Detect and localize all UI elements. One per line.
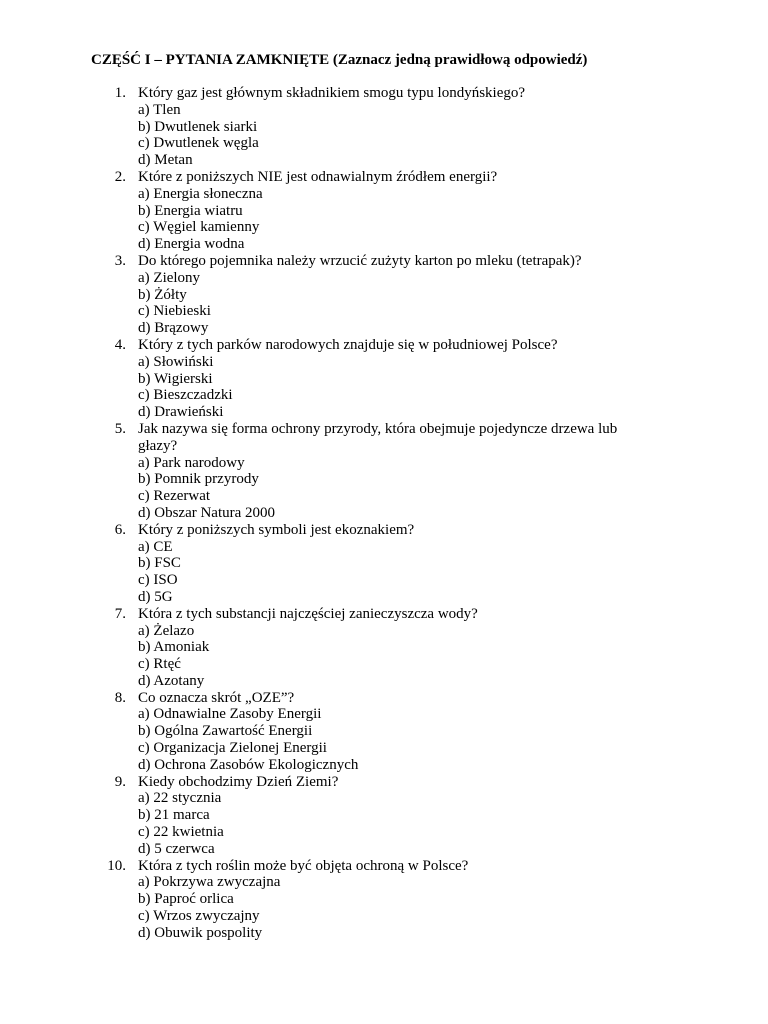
question-text: Który z poniższych symboli jest ekoznakiem? (138, 521, 415, 538)
answer-option: a) Odnawialne Zasoby Energii (138, 706, 322, 723)
answer-option: d) Energia wodna (138, 236, 245, 253)
answer-list (138, 790, 768, 857)
answer-option: c) Rtęć (138, 656, 181, 673)
answer-list (138, 706, 768, 773)
answer-list (138, 455, 768, 522)
question-item (0, 858, 768, 942)
answer-option: b) FSC (138, 555, 181, 572)
answer-option: a) Energia słoneczna (138, 185, 263, 202)
question-item (0, 421, 768, 522)
answer-option: a) Zielony (138, 269, 201, 286)
question-text: Która z tych roślin może być objęta ochroną w Polsce? (138, 857, 469, 874)
question-text: Kiedy obchodzimy Dzień Ziemi? (138, 773, 339, 790)
answer-option: a) Pokrzywa zwyczajna (138, 874, 281, 891)
answer-option: b) Pomnik przyrody (138, 471, 259, 488)
answer-option: d) Obszar Natura 2000 (138, 504, 276, 521)
question-item (0, 337, 768, 421)
answer-option: b) Ogólna Zawartość Energii (138, 723, 313, 740)
answer-option: b) Amoniak (138, 639, 210, 656)
question-number: 9. (114, 773, 126, 790)
question-text: Które z poniższych NIE jest odnawialnym źródłem energii? (138, 168, 498, 185)
question-number: 8. (114, 689, 126, 706)
question-number: 10. (107, 857, 126, 874)
answer-option: c) Niebieski (138, 303, 211, 320)
answer-option: a) Słowiński (138, 353, 214, 370)
answer-option: d) Ochrona Zasobów Ekologicznych (138, 756, 359, 773)
answer-option: a) Tlen (138, 101, 181, 118)
question-number: 2. (114, 168, 126, 185)
answer-option: c) Węgiel kamienny (138, 219, 260, 236)
question-number: 1. (114, 85, 126, 101)
answer-option: b) Paproć orlica (138, 891, 234, 908)
answer-option: b) Wigierski (138, 370, 213, 387)
answer-option: c) Bieszczadzki (138, 387, 233, 404)
section-heading: CZĘŚĆ I – PYTANIA ZAMKNIĘTE (Zaznacz jedną prawidłową odpowiedź) (91, 52, 588, 68)
question-text: Który z tych parków narodowych znajduje się w południowej Polsce? (138, 336, 558, 353)
answer-option: b) Dwutlenek siarki (138, 118, 258, 135)
answer-option: c) Wrzos zwyczajny (138, 908, 260, 925)
question-text: Jak nazywa się forma ochrony przyrody, która obejmuje pojedyncze drzewa lub głazy? (138, 420, 618, 454)
answer-list (138, 102, 768, 169)
question-item (0, 606, 768, 690)
answer-list (138, 186, 768, 253)
question-number: 6. (114, 521, 126, 538)
answer-option: c) 22 kwietnia (138, 824, 224, 841)
answer-option: d) Metan (138, 152, 193, 169)
question-item (0, 85, 768, 169)
question-item (0, 774, 768, 858)
question-text: Która z tych substancji najczęściej zanieczyszcza wody? (138, 605, 478, 622)
answer-option: b) Żółty (138, 286, 187, 303)
answer-option: c) Dwutlenek węgla (138, 135, 259, 152)
answer-list (138, 539, 768, 606)
answer-option: d) Drawieński (138, 404, 224, 421)
answer-option: d) Obuwik pospolity (138, 924, 263, 941)
question-item (0, 253, 768, 337)
question-text: Co oznacza skrót „OZE”? (138, 689, 295, 706)
answer-list (138, 623, 768, 690)
answer-option: d) 5G (138, 588, 173, 605)
answer-option: b) Energia wiatru (138, 202, 243, 219)
answer-option: c) Organizacja Zielonej Energii (138, 740, 327, 757)
answer-option: a) 22 stycznia (138, 790, 222, 807)
answer-list (138, 354, 768, 421)
answer-option: d) Azotany (138, 672, 205, 689)
question-list (0, 85, 768, 942)
answer-option: a) Żelazo (138, 622, 195, 639)
question-text: Do którego pojemnika należy wrzucić zużyty karton po mleku (tetrapak)? (138, 252, 582, 269)
question-text: Który gaz jest głównym składnikiem smogu typu londyńskiego? (138, 85, 526, 101)
question-number: 7. (114, 605, 126, 622)
answer-list (138, 270, 768, 337)
answer-option: d) Brązowy (138, 320, 209, 337)
question-item (0, 690, 768, 774)
answer-option: a) Park narodowy (138, 454, 245, 471)
answer-option: b) 21 marca (138, 807, 210, 824)
answer-option: c) ISO (138, 572, 178, 589)
answer-list (138, 874, 768, 941)
question-item (0, 522, 768, 606)
answer-option: a) CE (138, 538, 173, 555)
question-number: 5. (114, 420, 126, 437)
question-number: 3. (114, 252, 126, 269)
question-item (0, 169, 768, 253)
answer-option: c) Rezerwat (138, 488, 211, 505)
answer-option: d) 5 czerwca (138, 840, 215, 857)
question-number: 4. (114, 336, 126, 353)
